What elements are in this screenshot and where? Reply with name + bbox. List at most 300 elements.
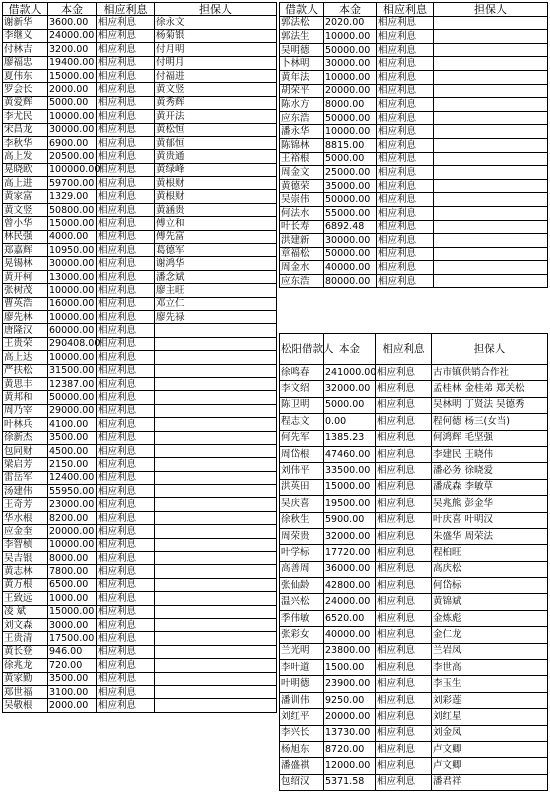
- borrower-cell: 陈锦林: [280, 138, 324, 152]
- principal-cell: 10000.00: [48, 110, 97, 123]
- interest-cell: 相应利息: [377, 84, 434, 98]
- interest-cell: 相应利息: [97, 110, 155, 123]
- borrower-cell: 黄家富: [3, 190, 48, 203]
- principal-cell: 20000.00: [48, 525, 97, 538]
- table-row: [280, 479, 548, 495]
- table-row: [3, 565, 277, 578]
- guarantor-cell: [434, 16, 548, 30]
- interest-cell: 相应利息: [377, 247, 434, 261]
- borrower-cell: 晃晓欧: [3, 163, 48, 176]
- guarantor-cell: 傅立和: [155, 217, 277, 230]
- guarantor-cell: 何岱标: [432, 578, 548, 594]
- principal-cell: 60000.00: [48, 324, 97, 337]
- table-row: [3, 270, 277, 283]
- principal-cell: 720.00: [48, 659, 97, 672]
- guarantor-cell: [155, 525, 277, 538]
- principal-cell: 17720.00: [324, 545, 376, 561]
- interest-cell: 相应利息: [377, 57, 434, 71]
- borrower-cell: 周荣贵: [280, 528, 324, 544]
- table-row: [3, 444, 277, 457]
- guarantor-cell: 李世高: [432, 660, 548, 676]
- principal-cell: 20000.00: [324, 709, 376, 725]
- header-interest: 相应利息: [377, 3, 434, 17]
- interest-cell: 相应利息: [97, 351, 155, 364]
- guarantor-cell: 朱盛华 周荣法: [432, 528, 548, 544]
- table-row: [280, 247, 548, 261]
- table-row: [3, 685, 277, 698]
- principal-cell: 16000.00: [48, 297, 97, 310]
- principal-cell: 9250.00: [324, 692, 376, 708]
- interest-cell: 相应利息: [97, 645, 155, 658]
- guarantor-cell: [155, 458, 277, 471]
- interest-cell: 相应利息: [376, 496, 432, 512]
- guarantor-cell: 刘金凤: [432, 725, 548, 741]
- borrower-cell: 何法水: [280, 206, 324, 220]
- table-row: [3, 605, 277, 618]
- table-row: [280, 179, 548, 193]
- guarantor-cell: [155, 645, 277, 658]
- borrower-cell: 王致远: [3, 592, 48, 605]
- principal-cell: 0.00: [324, 414, 376, 430]
- guarantor-cell: 徐永文: [155, 16, 277, 29]
- table-row: [280, 111, 548, 125]
- interest-cell: 相应利息: [376, 430, 432, 446]
- interest-cell: 相应利息: [97, 377, 155, 390]
- header-borrower: 借款人: [280, 3, 324, 17]
- interest-cell: 相应利息: [376, 610, 432, 626]
- principal-cell: 40000.00: [324, 261, 377, 275]
- guarantor-cell: [434, 220, 548, 234]
- borrower-cell: 杨旭东: [280, 741, 324, 757]
- principal-cell: 30000.00: [324, 57, 377, 71]
- principal-cell: 2000.00: [48, 83, 97, 96]
- interest-cell: 相应利息: [97, 190, 155, 203]
- borrower-cell: 高善周: [280, 561, 324, 577]
- guarantor-cell: [434, 98, 548, 112]
- principal-cell: 55950.00: [48, 485, 97, 498]
- borrower-cell: 胡荣平: [280, 84, 324, 98]
- borrower-cell: 李叶道: [280, 660, 324, 676]
- interest-cell: 相应利息: [97, 659, 155, 672]
- guarantor-cell: [434, 274, 548, 288]
- table-row: [280, 152, 548, 166]
- table-row: [280, 414, 548, 430]
- table-row: [280, 660, 548, 676]
- guarantor-cell: 刘彩莲: [432, 692, 548, 708]
- interest-cell: 相应利息: [97, 177, 155, 190]
- principal-cell: 5000.00: [324, 152, 377, 166]
- interest-cell: 相应利息: [97, 699, 155, 712]
- table-row: [280, 758, 548, 774]
- table-row: [3, 364, 277, 377]
- borrower-cell: 高上发: [3, 150, 48, 163]
- borrower-cell: 吴明德: [280, 43, 324, 57]
- guarantor-cell: [155, 538, 277, 551]
- borrower-cell: 凌 斌: [3, 605, 48, 618]
- guarantor-cell: 金炼彪: [432, 610, 548, 626]
- guarantor-cell: [155, 377, 277, 390]
- interest-cell: 相应利息: [97, 565, 155, 578]
- table-row: [280, 774, 548, 790]
- guarantor-cell: [434, 30, 548, 44]
- principal-cell: 50000.00: [48, 391, 97, 404]
- borrower-cell: 叶学标: [280, 545, 324, 561]
- interest-cell: 相应利息: [376, 578, 432, 594]
- table-row: [3, 538, 277, 551]
- principal-cell: 15000.00: [324, 479, 376, 495]
- borrower-cell: 季伟敏: [280, 610, 324, 626]
- principal-cell: 4100.00: [48, 418, 97, 431]
- interest-cell: 相应利息: [376, 627, 432, 643]
- borrower-cell: 徐兆龙: [3, 659, 48, 672]
- principal-cell: 23000.00: [48, 498, 97, 511]
- principal-cell: 10000.00: [48, 351, 97, 364]
- table-row: [280, 528, 548, 544]
- principal-cell: 3200.00: [48, 43, 97, 56]
- borrower-cell: 张仙龄: [280, 578, 324, 594]
- principal-cell: 20500.00: [48, 150, 97, 163]
- principal-cell: 12000.00: [324, 758, 376, 774]
- guarantor-cell: 黄涵贵: [155, 203, 277, 216]
- table-row: [3, 284, 277, 297]
- borrower-cell: 温兴松: [280, 594, 324, 610]
- table-row: [3, 83, 277, 96]
- header-principal: 本金: [324, 3, 377, 17]
- borrower-cell: 黄年法: [280, 70, 324, 84]
- borrower-cell: 包绍汉: [280, 774, 324, 790]
- guarantor-cell: 卢文卿: [432, 758, 548, 774]
- guarantor-cell: 李建民 王晓伟: [432, 446, 548, 462]
- borrower-cell: 王裕根: [280, 152, 324, 166]
- borrower-cell: 潘训伟: [280, 692, 324, 708]
- table-row: [3, 123, 277, 136]
- table-row: [280, 206, 548, 220]
- loan-table-left: [2, 2, 277, 713]
- header-row: [3, 3, 277, 16]
- table-row: [280, 57, 548, 71]
- interest-cell: 相应利息: [376, 512, 432, 528]
- borrower-cell: 潘盛祺: [280, 758, 324, 774]
- borrower-cell: 郭法生: [280, 30, 324, 44]
- borrower-cell: 华水根: [3, 511, 48, 524]
- interest-cell: 相应利息: [97, 404, 155, 417]
- guarantor-cell: [155, 337, 277, 350]
- guarantor-cell: 廖主旺: [155, 284, 277, 297]
- principal-cell: 20000.00: [324, 84, 377, 98]
- borrower-cell: 应金奎: [3, 525, 48, 538]
- principal-cell: 3600.00: [48, 16, 97, 29]
- principal-cell: 36000.00: [324, 561, 376, 577]
- header-principal: 本金: [48, 3, 97, 16]
- guarantor-cell: 孟桂林 金桂弟 郑关松: [432, 381, 548, 397]
- guarantor-cell: [155, 618, 277, 631]
- guarantor-cell: [434, 193, 548, 207]
- guarantor-cell: 黄根财: [155, 190, 277, 203]
- borrower-cell: 梁启芳: [3, 458, 48, 471]
- borrower-cell: 洪英田: [280, 479, 324, 495]
- table-row: [3, 645, 277, 658]
- table-row: [3, 552, 277, 565]
- interest-cell: 相应利息: [97, 525, 155, 538]
- interest-cell: 相应利息: [377, 30, 434, 44]
- borrower-cell: 黄德荣: [280, 179, 324, 193]
- borrower-cell: 洪建新: [280, 234, 324, 248]
- guarantor-cell: 兰岩凤: [432, 643, 548, 659]
- principal-cell: 2000.00: [48, 699, 97, 712]
- guarantor-cell: [155, 632, 277, 645]
- borrower-cell: 吴崇伟: [280, 193, 324, 207]
- interest-cell: 相应利息: [376, 594, 432, 610]
- table-row: [280, 193, 548, 207]
- table-row: [280, 16, 548, 30]
- guarantor-cell: [155, 605, 277, 618]
- borrower-cell: 李兴长: [280, 725, 324, 741]
- borrower-cell: 郑世福: [3, 685, 48, 698]
- guarantor-cell: [434, 166, 548, 180]
- principal-cell: 8200.00: [48, 511, 97, 524]
- table-row: [280, 545, 548, 561]
- borrower-cell: 李秋华: [3, 136, 48, 149]
- principal-cell: 30000.00: [48, 123, 97, 136]
- interest-cell: 相应利息: [376, 643, 432, 659]
- borrower-cell: 应东浩: [280, 111, 324, 125]
- interest-cell: 相应利息: [377, 234, 434, 248]
- guarantor-cell: 高庆松: [432, 561, 548, 577]
- principal-cell: 4000.00: [48, 230, 97, 243]
- borrower-cell: 高上进: [3, 177, 48, 190]
- interest-cell: 相应利息: [97, 203, 155, 216]
- guarantor-cell: [434, 84, 548, 98]
- guarantor-cell: [434, 125, 548, 139]
- guarantor-cell: [155, 351, 277, 364]
- principal-cell: 5000.00: [48, 96, 97, 109]
- principal-cell: 59700.00: [48, 177, 97, 190]
- interest-cell: 相应利息: [97, 69, 155, 82]
- borrower-cell: 周岱根: [280, 446, 324, 462]
- principal-cell: 8000.00: [324, 98, 377, 112]
- borrower-cell: 周金水: [280, 261, 324, 275]
- borrower-cell: 吴敬根: [3, 699, 48, 712]
- borrower-cell: 刘文森: [3, 618, 48, 631]
- interest-cell: 相应利息: [97, 56, 155, 69]
- header-row: [280, 334, 548, 365]
- interest-cell: 相应利息: [377, 138, 434, 152]
- guarantor-cell: 吴兆熊 彭金华: [432, 496, 548, 512]
- table-row: [280, 741, 548, 757]
- table-row: [3, 29, 277, 42]
- interest-cell: 相应利息: [97, 458, 155, 471]
- principal-cell: 50800.00: [48, 203, 97, 216]
- interest-cell: 相应利息: [376, 725, 432, 741]
- header-row: [280, 3, 548, 17]
- borrower-cell: 徐新杰: [3, 431, 48, 444]
- borrower-cell: 叶明德: [280, 676, 324, 692]
- guarantor-cell: [434, 247, 548, 261]
- interest-cell: 相应利息: [376, 561, 432, 577]
- borrower-cell: 王贵荣: [3, 337, 48, 350]
- guarantor-cell: 李玉生: [432, 676, 548, 692]
- guarantor-cell: [155, 699, 277, 712]
- guarantor-cell: 卢文卿: [432, 741, 548, 757]
- table-row: [280, 578, 548, 594]
- interest-cell: 相应利息: [97, 498, 155, 511]
- interest-cell: 相应利息: [376, 660, 432, 676]
- interest-cell: 相应利息: [97, 96, 155, 109]
- principal-cell: 47460.00: [324, 446, 376, 462]
- table-row: [3, 458, 277, 471]
- interest-cell: 相应利息: [377, 193, 434, 207]
- interest-cell: 相应利息: [97, 618, 155, 631]
- guarantor-cell: 黄文竖: [155, 83, 277, 96]
- table-row: [280, 512, 548, 528]
- table-row: [280, 561, 548, 577]
- interest-cell: 相应利息: [376, 758, 432, 774]
- interest-cell: 相应利息: [97, 685, 155, 698]
- table-row: [280, 43, 548, 57]
- guarantor-cell: [434, 206, 548, 220]
- table-body: [280, 16, 548, 288]
- guarantor-cell: [434, 152, 548, 166]
- borrower-cell: 吴吉银: [3, 552, 48, 565]
- guarantor-cell: [434, 179, 548, 193]
- guarantor-cell: [155, 672, 277, 685]
- principal-cell: 24000.00: [48, 29, 97, 42]
- borrower-cell: 卜林明: [280, 57, 324, 71]
- guarantor-cell: 叶庆喜 叶明汉: [432, 512, 548, 528]
- borrower-cell: 曾小华: [3, 217, 48, 230]
- table-row: [3, 244, 277, 257]
- table-row: [3, 136, 277, 149]
- borrower-cell: 廖先林: [3, 310, 48, 323]
- table-row: [3, 511, 277, 524]
- principal-cell: 5000.00: [324, 397, 376, 413]
- guarantor-cell: 黄松恒: [155, 123, 277, 136]
- header-borrower: 松阳借款人: [280, 334, 324, 365]
- interest-cell: 相应利息: [97, 444, 155, 457]
- principal-cell: 25000.00: [324, 166, 377, 180]
- principal-cell: 35000.00: [324, 179, 377, 193]
- borrower-cell: 刘伟平: [280, 463, 324, 479]
- principal-cell: 6892.48: [324, 220, 377, 234]
- borrower-cell: 李智桢: [3, 538, 48, 551]
- table-row: [3, 699, 277, 712]
- interest-cell: 相应利息: [376, 774, 432, 790]
- guarantor-cell: 杨菊银: [155, 29, 277, 42]
- borrower-cell: 黄开柯: [3, 270, 48, 283]
- interest-cell: 相应利息: [376, 381, 432, 397]
- interest-cell: 相应利息: [377, 98, 434, 112]
- header-guarantor: 担保人: [155, 3, 277, 16]
- guarantor-cell: 潘念斌: [155, 270, 277, 283]
- table-row: [3, 471, 277, 484]
- principal-cell: 4500.00: [48, 444, 97, 457]
- principal-cell: 8000.00: [48, 552, 97, 565]
- principal-cell: 30000.00: [324, 234, 377, 248]
- borrower-cell: 郑嘉辉: [3, 244, 48, 257]
- principal-cell: 10000.00: [324, 70, 377, 84]
- header-interest: 相应利息: [97, 3, 155, 16]
- table-row: [3, 16, 277, 29]
- guarantor-cell: 金仁龙: [432, 627, 548, 643]
- table-row: [3, 177, 277, 190]
- borrower-cell: 周金文: [280, 166, 324, 180]
- interest-cell: 相应利息: [97, 297, 155, 310]
- guarantor-cell: 潘君祥: [432, 774, 548, 790]
- borrower-cell: 何先军: [280, 430, 324, 446]
- table-row: [3, 659, 277, 672]
- songyang-loan-table: [279, 333, 548, 791]
- guarantor-cell: [155, 659, 277, 672]
- interest-cell: 相应利息: [97, 310, 155, 323]
- guarantor-cell: [155, 578, 277, 591]
- guarantor-cell: 潘必务 徐晓爱: [432, 463, 548, 479]
- table-row: [280, 274, 548, 288]
- guarantor-cell: 付月明: [155, 43, 277, 56]
- guarantor-cell: 黄贵通: [155, 150, 277, 163]
- guarantor-cell: [434, 261, 548, 275]
- interest-cell: 相应利息: [97, 605, 155, 618]
- borrower-cell: 林民强: [3, 230, 48, 243]
- interest-cell: 相应利息: [97, 324, 155, 337]
- principal-cell: 10000.00: [48, 538, 97, 551]
- guarantor-cell: [434, 234, 548, 248]
- table-row: [3, 203, 277, 216]
- borrower-cell: 叶林兵: [3, 418, 48, 431]
- borrower-cell: 章福松: [280, 247, 324, 261]
- table-row: [3, 418, 277, 431]
- interest-cell: 相应利息: [97, 337, 155, 350]
- borrower-cell: 罗会长: [3, 83, 48, 96]
- borrower-cell: 谢新华: [3, 16, 48, 29]
- principal-cell: 1385.23: [324, 430, 376, 446]
- interest-cell: 相应利息: [377, 166, 434, 180]
- guarantor-cell: [155, 471, 277, 484]
- table-row: [3, 56, 277, 69]
- table-row: [3, 69, 277, 82]
- interest-cell: 相应利息: [97, 136, 155, 149]
- guarantor-cell: [155, 565, 277, 578]
- interest-cell: 相应利息: [377, 111, 434, 125]
- interest-cell: 相应利息: [97, 270, 155, 283]
- table-row: [3, 431, 277, 444]
- interest-cell: 相应利息: [97, 43, 155, 56]
- interest-cell: 相应利息: [376, 414, 432, 430]
- guarantor-cell: [155, 511, 277, 524]
- table-row: [280, 220, 548, 234]
- principal-cell: 42800.00: [324, 578, 376, 594]
- principal-cell: 5371.58: [324, 774, 376, 790]
- borrower-cell: 高上达: [3, 351, 48, 364]
- guarantor-cell: 刘红星: [432, 709, 548, 725]
- table-row: [280, 496, 548, 512]
- table-body: [3, 16, 277, 712]
- table-row: [3, 632, 277, 645]
- table-row: [3, 525, 277, 538]
- interest-cell: 相应利息: [97, 418, 155, 431]
- principal-cell: 10000.00: [48, 310, 97, 323]
- guarantor-cell: 谢鸿华: [155, 257, 277, 270]
- principal-cell: 241000.00: [324, 365, 376, 381]
- table-row: [3, 96, 277, 109]
- guarantor-cell: [155, 404, 277, 417]
- guarantor-cell: 程桕旺: [432, 545, 548, 561]
- interest-cell: 相应利息: [97, 552, 155, 565]
- borrower-cell: 黄万根: [3, 578, 48, 591]
- principal-cell: 3000.00: [48, 618, 97, 631]
- guarantor-cell: [155, 592, 277, 605]
- principal-cell: 2020.00: [324, 16, 377, 30]
- guarantor-cell: [155, 552, 277, 565]
